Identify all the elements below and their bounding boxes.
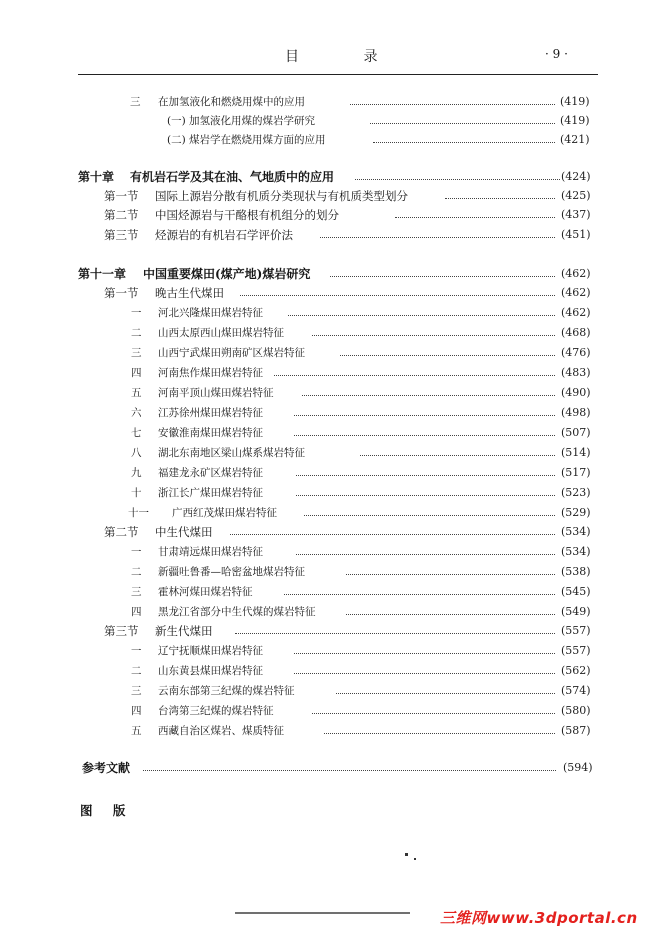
toc-entry-number: 十一 <box>128 507 149 519</box>
scan-mark <box>405 853 408 856</box>
toc-entry-number: 五 <box>131 387 142 399</box>
toc-entry-number: 三 <box>131 586 142 598</box>
toc-entry-number: 第一节 <box>104 189 139 203</box>
leader-dots <box>355 179 560 180</box>
leader-dots <box>346 574 555 575</box>
leader-dots <box>240 295 555 296</box>
header-title: 目 录 <box>285 49 408 65</box>
toc-entry <box>0 602 655 622</box>
toc-entry-title: 山西太原西山煤田煤岩特征 <box>158 327 284 339</box>
toc-entry-number: 一 <box>131 307 142 319</box>
toc-entry-title: 河南焦作煤田煤岩特征 <box>158 367 263 379</box>
toc-entry <box>0 503 655 523</box>
toc-entry-number: 三 <box>131 685 142 697</box>
toc-entry <box>0 758 655 778</box>
toc-entry-number: 二 <box>131 665 142 677</box>
toc-entry-page: (557) <box>561 644 591 657</box>
toc-entry-page: (476) <box>561 346 591 359</box>
toc-entry-title: 国际上源岩分散有机质分类现状与有机质类型划分 <box>155 189 408 203</box>
toc-entry-number: 二 <box>131 327 142 339</box>
toc-entry <box>0 542 655 562</box>
leader-dots <box>284 594 555 595</box>
leader-dots <box>312 713 555 714</box>
toc-entry-number: 六 <box>131 407 142 419</box>
toc-entry-title: 河南平顶山煤田煤岩特征 <box>158 387 274 399</box>
toc-entry <box>0 130 655 150</box>
toc-entry-page: (425) <box>561 189 591 202</box>
toc-entry <box>0 303 655 323</box>
toc-entry-title: 辽宁抚顺煤田煤岩特征 <box>158 645 263 657</box>
toc-entry-number: 第一节 <box>104 286 139 300</box>
toc-entry-page: (594) <box>563 761 593 774</box>
leader-dots <box>445 198 555 199</box>
toc-entry-title: 台湾第三纪煤的煤岩特征 <box>158 705 274 717</box>
leader-dots <box>340 355 555 356</box>
leader-dots <box>312 335 555 336</box>
toc-entry-title: 河北兴隆煤田煤岩特征 <box>158 307 263 319</box>
toc-entry-title: 中国烃源岩与干酪根有机组分的划分 <box>155 208 339 222</box>
toc-entry-title: 山西宁武煤田朔南矿区煤岩特征 <box>158 347 305 359</box>
toc-entry-page: (534) <box>561 545 591 558</box>
leader-dots <box>143 770 556 771</box>
toc-entry-page: (523) <box>561 486 591 499</box>
leader-dots <box>395 217 555 218</box>
toc-entry-page: (562) <box>561 664 591 677</box>
toc-entry <box>0 483 655 503</box>
toc-entry <box>0 582 655 602</box>
toc-entry <box>0 343 655 363</box>
page-header <box>0 46 655 66</box>
toc-entry-title: 西藏自治区煤岩、煤质特征 <box>158 725 284 737</box>
toc-entry-page: (451) <box>561 228 591 241</box>
toc-entry-page: (545) <box>561 585 591 598</box>
toc-entry <box>0 167 655 187</box>
toc-entry-page: (421) <box>560 133 590 146</box>
toc-entry-number: 第十一章 <box>78 267 127 281</box>
toc-entry <box>0 283 655 303</box>
toc-entry <box>0 383 655 403</box>
leader-dots <box>302 395 555 396</box>
toc-entry <box>0 522 655 542</box>
toc-entry-number: 五 <box>131 725 142 737</box>
leader-dots <box>296 554 555 555</box>
toc-entry-number: 四 <box>131 367 142 379</box>
toc-entry-number: 三 <box>131 347 142 359</box>
scan-mark <box>235 912 410 914</box>
leader-dots <box>304 515 555 516</box>
leader-dots <box>274 375 555 376</box>
toc-entry-title: 中生代煤田 <box>155 525 213 539</box>
toc-entry-title: 晚古生代煤田 <box>155 286 224 300</box>
toc-entry-title: 有机岩石学及其在油、气地质中的应用 <box>130 170 335 184</box>
toc-entry-page: (534) <box>561 525 591 538</box>
leader-dots <box>346 614 555 615</box>
toc-entry-page: (538) <box>561 565 591 578</box>
leader-dots <box>294 653 555 654</box>
leader-dots <box>230 534 555 535</box>
toc-entry-title: 湖北东南地区梁山煤系煤岩特征 <box>158 447 305 459</box>
toc-entry-number: 第三节 <box>104 228 139 242</box>
toc-entry-page: (507) <box>561 426 591 439</box>
toc-entry-title: 江苏徐州煤田煤岩特征 <box>158 407 263 419</box>
toc-entry <box>0 111 655 131</box>
toc-entry-number: 一 <box>131 546 142 558</box>
toc-entry-page: (529) <box>561 506 591 519</box>
toc-entry <box>0 562 655 582</box>
toc-entry-number: 二 <box>131 566 142 578</box>
toc-entry-title: 福建龙永矿区煤岩特征 <box>158 467 263 479</box>
leader-dots <box>350 104 555 105</box>
toc-entry-title: (一) 加氢液化用煤的煤岩学研究 <box>167 115 316 127</box>
toc-entry-page: (468) <box>561 326 591 339</box>
leader-dots <box>288 315 555 316</box>
toc-entry <box>0 463 655 483</box>
leader-dots <box>294 673 555 674</box>
toc-entry-title: 烃源岩的有机岩石学评价法 <box>155 228 293 242</box>
toc-entry-page: (498) <box>561 406 591 419</box>
toc-entry-title: 浙江长广煤田煤岩特征 <box>158 487 263 499</box>
toc-entry-page: (437) <box>561 208 591 221</box>
toc-entry <box>0 681 655 701</box>
toc-entry-page: (462) <box>561 267 591 280</box>
toc-entry <box>0 621 655 641</box>
toc-entry-page: (424) <box>561 170 591 183</box>
leader-dots <box>294 415 555 416</box>
toc-entry-number: 三 <box>130 96 141 108</box>
toc-entry-page: (517) <box>561 466 591 479</box>
leader-dots <box>336 693 555 694</box>
toc-entry-title: 新生代煤田 <box>155 624 213 638</box>
toc-entry-page: (587) <box>561 724 591 737</box>
toc-entry <box>0 205 655 225</box>
toc-entry-number: 第二节 <box>104 525 139 539</box>
toc-entry-title: (二) 煤岩学在燃烧用煤方面的应用 <box>167 134 326 146</box>
toc-entry <box>0 641 655 661</box>
toc-entry-number: 第二节 <box>104 208 139 222</box>
toc-entry <box>0 701 655 721</box>
leader-dots <box>373 142 555 143</box>
toc-entry-page: (490) <box>561 386 591 399</box>
toc-entry <box>0 225 655 245</box>
toc-entry-page: (462) <box>561 286 591 299</box>
leader-dots <box>296 495 555 496</box>
toc-entry-title: 新疆吐鲁番—哈密盆地煤岩特征 <box>158 566 305 578</box>
toc-entry-number: 四 <box>131 606 142 618</box>
toc-entry-page: (574) <box>561 684 591 697</box>
toc-entry-number: 一 <box>131 645 142 657</box>
toc-entry-page: (483) <box>561 366 591 379</box>
toc-entry <box>0 403 655 423</box>
toc-entry-number: 十 <box>131 487 142 499</box>
toc-entry-title: 中国重要煤田(煤产地)煤岩研究 <box>143 267 311 281</box>
toc-entry <box>0 264 655 284</box>
leader-dots <box>330 276 555 277</box>
toc-entry-number: 第三节 <box>104 624 139 638</box>
toc-entry <box>0 661 655 681</box>
toc-entry-number: 九 <box>131 467 142 479</box>
scan-mark <box>414 858 416 860</box>
toc-entry-page: (580) <box>561 704 591 717</box>
leader-dots <box>324 733 555 734</box>
toc-entry <box>0 92 655 112</box>
header-page-number: · 9 · <box>545 47 568 61</box>
toc-entry-page: (419) <box>560 95 590 108</box>
leader-dots <box>370 123 555 124</box>
toc-entry-title: 霍林河煤田煤岩特征 <box>158 586 253 598</box>
toc-entry-title: 广西红茂煤田煤岩特征 <box>172 507 277 519</box>
toc-entry-number: 八 <box>131 447 142 459</box>
leader-dots <box>294 435 555 436</box>
header-rule <box>78 74 598 75</box>
toc-entry-page: (462) <box>561 306 591 319</box>
toc-entry <box>0 363 655 383</box>
leader-dots <box>360 455 555 456</box>
toc-entry-page: (514) <box>561 446 591 459</box>
toc-entry <box>0 186 655 206</box>
toc-entry-title: 在加氢液化和燃烧用煤中的应用 <box>158 96 305 108</box>
toc-entry-title: 山东黄县煤田煤岩特征 <box>158 665 263 677</box>
toc-entry-title: 安徽淮南煤田煤岩特征 <box>158 427 263 439</box>
leader-dots <box>296 475 555 476</box>
toc-entry-number: 四 <box>131 705 142 717</box>
leader-dots <box>235 633 555 634</box>
plates-label: 图 版 <box>80 803 134 818</box>
toc-entry-page: (549) <box>561 605 591 618</box>
toc-entry <box>0 721 655 741</box>
toc-entry-title: 甘肃靖远煤田煤岩特征 <box>158 546 263 558</box>
toc-entry-page: (557) <box>561 624 591 637</box>
toc-entry <box>0 443 655 463</box>
toc-entry-number: 第十章 <box>78 170 115 184</box>
watermark-logo: 三维网www.3dportal.cn <box>440 909 638 927</box>
toc-entry <box>0 323 655 343</box>
toc-entry-title: 云南东部第三纪煤的煤岩特征 <box>158 685 295 697</box>
toc-entry-title: 黑龙江省部分中生代煤的煤岩特征 <box>158 606 316 618</box>
toc-entry-number: 七 <box>131 427 142 439</box>
toc-entry-title: 参考文献 <box>82 761 131 775</box>
leader-dots <box>320 237 555 238</box>
toc-entry <box>0 423 655 443</box>
toc-entry-page: (419) <box>560 114 590 127</box>
